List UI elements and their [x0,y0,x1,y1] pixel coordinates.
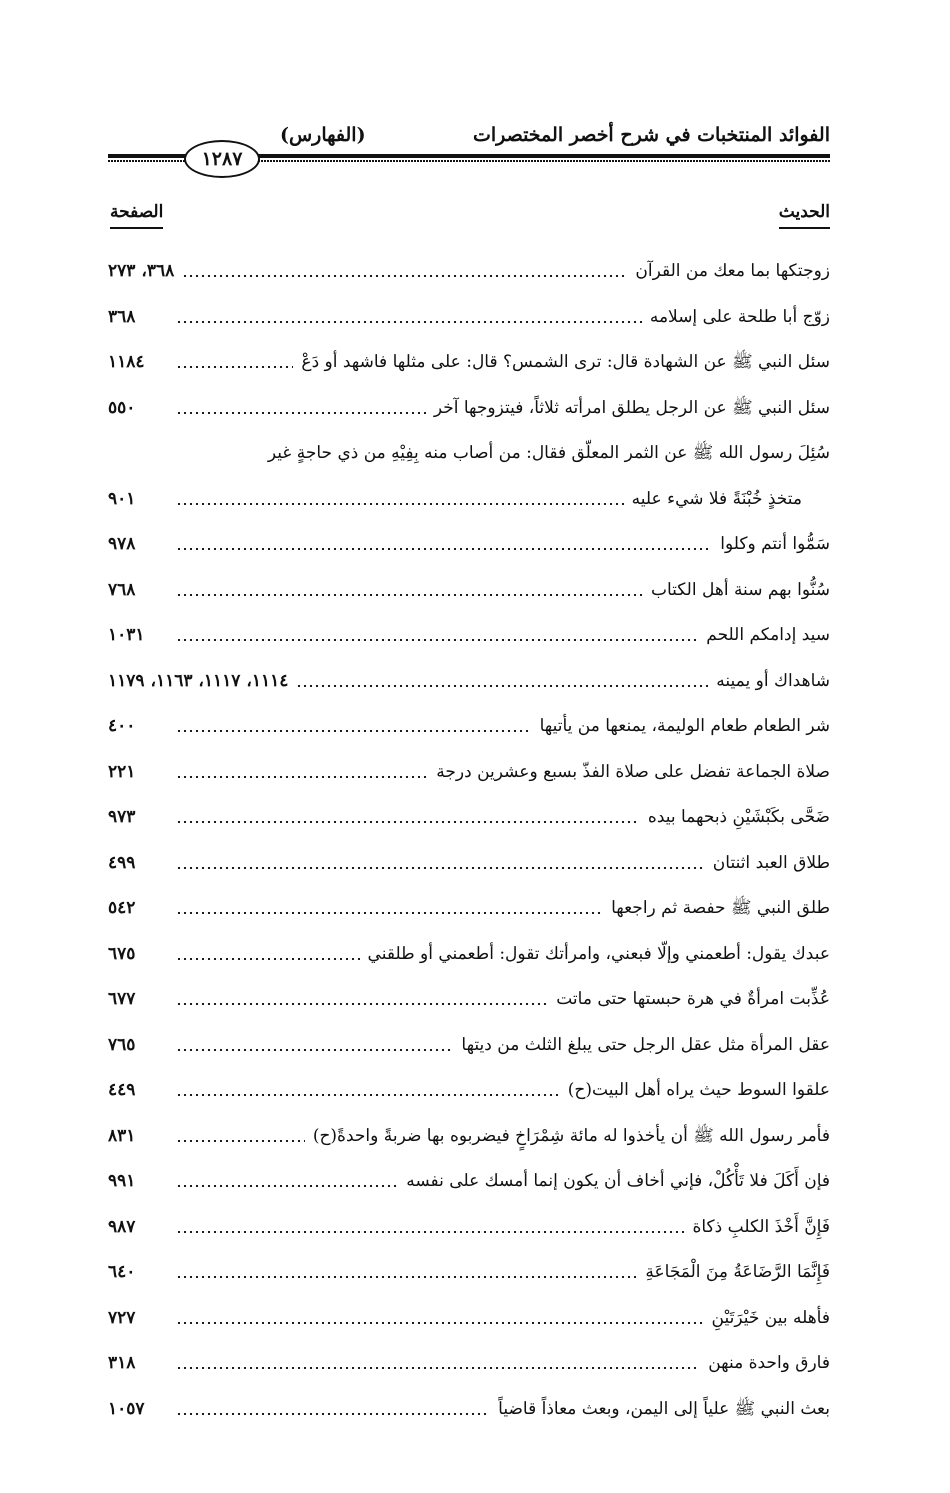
entry-page-refs: ٢٢١ [108,761,136,782]
entry-page-refs: ١٠٣١ [108,625,145,645]
leader-dots [176,1367,700,1369]
entry-text: سيد إدامكم اللحم [706,625,830,645]
entry-text: سئل النبي ﷺ عن الشهادة قال: ترى الشمس؟ قال: على مثلها فاشهد أو دَعْ [301,352,830,372]
entry-text: زوّج أبا طلحة على إسلامه [649,306,830,327]
leader-dots [176,1276,637,1278]
index-entry [108,1208,830,1254]
leader-dots [176,1094,560,1096]
entry-page-refs: ٤٩٩ [108,852,136,873]
entry-text: طلق النبي ﷺ حفصة ثم راجعها [611,898,830,918]
leader-dots [176,1322,704,1324]
entry-page-refs: ٧٢٧ [108,1307,136,1328]
index-entry [108,798,830,844]
section-title: (الفهارس) [280,124,366,146]
entry-text: زوجتكها بما معك من القرآن [635,261,830,281]
entry-page-refs: ٧٦٨ [108,579,136,600]
index-entry [108,571,830,617]
column-heading-page: الصفحة [110,200,163,229]
entry-text: عُذِّبت امرأةٌ في هرة حبستها حتى ماتت [556,989,830,1009]
entry-page-refs: ٧٦٥ [108,1034,136,1055]
entry-text: شر الطعام طعام الوليمة، يمنعها من يأتيها [539,716,830,736]
entry-text: فإن أَكَلَ فلا تَأْكُلْ، فإني أخاف أن يكون إنما أمسك على نفسه [406,1171,830,1191]
entry-text: سئل النبي ﷺ عن الرجل يطلق امرأته ثلاثاً، فيتزوجها آخر [433,397,830,418]
page-number: ١٢٨٧ [184,140,260,178]
index-entry [108,616,830,662]
entry-page-refs: ٣٦٨ [108,306,136,327]
index-entry [108,1026,830,1072]
entry-text: طلاق العبد اثنتان [712,852,830,873]
entry-text: فأهله بين خَيْرَتَيْنِ [711,1307,830,1328]
index-entry [108,753,830,799]
entry-text: عبدك يقول: أطعمني وإلّا فبعني، وامرأتك تقول: أطعمني أو طلقني [367,943,830,964]
entry-text: سُئِلَ رسول الله ﷺ عن الثمر المعلّق فقال: من أصاب منه بِفِيْهِ من ذي حاجةٍ غير [267,443,830,463]
index-entry [108,662,830,708]
leader-dots [176,867,705,869]
leader-dots [176,821,640,823]
entry-page-refs: ١١٨٤ [108,352,145,372]
entry-page-refs: ١٠٥٧ [108,1398,145,1419]
index-entry [108,389,830,435]
entry-text-continued: متخذٍ خُبْنَةً فلا شيء عليه [631,488,802,509]
entry-text: سُنُّوا بهم سنة أهل الكتاب [650,579,830,600]
index-entry [108,1253,830,1299]
entry-text: بعث النبي ﷺ علياً إلى اليمن، وبعث معاذاً قاضياً [498,1398,830,1419]
index-entry [108,1117,830,1163]
entry-text: فَإِنَّمَا الرَّضَاعَةُ مِنَ الْمَجَاعَةِ [645,1262,830,1282]
leader-dots [176,594,643,596]
entry-text: عقل المرأة مثل عقل الرجل حتى يبلغ الثلث من ديتها [461,1034,830,1055]
index-entries [108,252,830,1435]
leader-dots [296,685,708,687]
entry-page-refs: ١١١٤، ١١١٧، ١١٦٣، ١١٧٩ [108,670,289,691]
index-entry [108,252,830,298]
leader-dots [176,366,293,368]
entry-page-refs: ٩٧٨ [108,534,136,554]
index-entry [108,298,830,344]
leader-dots [176,1413,490,1415]
index-entry [108,889,830,935]
entry-text: ضَحَّى بكَبْشَيْنِ ذبحهما بيده [647,807,830,827]
entry-page-refs: ٩٨٧ [108,1216,136,1237]
entry-page-refs: ٤٠٠ [108,716,136,736]
leader-dots [176,1140,305,1142]
entry-page-refs: ٨٣١ [108,1125,136,1146]
entry-text: فأمر رسول الله ﷺ أن يأخذوا له مائة شِمْرَاخٍ فيضربوه بها ضربةً واحدةً(ح) [312,1125,830,1146]
entry-page-refs: ٩٧٣ [108,807,136,827]
entry-text: فارق واحدة منهن [708,1353,830,1373]
entry-page-refs: ٥٥٠ [108,397,136,418]
index-entry [108,844,830,890]
entry-page-refs: ٦٤٠ [108,1262,136,1282]
leader-dots [176,958,360,960]
entry-page-refs: ٦٧٧ [108,989,136,1009]
entry-page-refs: ٣١٨ [108,1353,136,1373]
entry-text: علقوا السوط حيث يراه أهل البيت(ح) [567,1080,830,1100]
column-heading-hadith: الحديث [779,200,830,229]
entry-text: سَمُّوا أنتم وكلوا [720,534,830,554]
leader-dots [182,275,627,277]
index-entry [108,935,830,981]
leader-dots [176,730,532,732]
entry-text: شاهداك أو يمينه [716,670,830,691]
leader-dots [176,776,428,778]
entry-text: فَإِنَّ أَخْذَ الكلبِ ذكاة [692,1216,830,1237]
leader-dots [176,1049,453,1051]
entry-page-refs: ٣٦٨، ٢٧٣ [108,261,175,281]
leader-dots [176,912,603,914]
index-entry [108,707,830,753]
index-entry [108,980,830,1026]
leader-dots [176,1231,684,1233]
index-entry [108,1299,830,1345]
index-entry [108,1390,830,1436]
leader-dots [176,1185,398,1187]
leader-dots [176,321,642,323]
leader-dots [176,412,426,414]
entry-page-refs: ٥٤٢ [108,898,136,918]
index-entry [108,525,830,571]
leader-dots [176,548,712,550]
entry-page-refs: ٩٠١ [108,488,136,509]
entry-text: صلاة الجماعة تفضل على صلاة الفذّ بسبع وعشرين درجة [436,761,830,782]
leader-dots [176,1003,548,1005]
leader-dots [176,503,624,505]
entry-page-refs: ٩٩١ [108,1171,136,1191]
book-title: الفوائد المنتخبات في شرح أخصر المختصرات [472,124,830,146]
entry-page-refs: ٦٧٥ [108,943,136,964]
index-entry [108,343,830,389]
leader-dots [176,639,698,641]
index-entry [108,1071,830,1117]
entry-page-refs: ٤٤٩ [108,1080,136,1100]
index-entry [108,434,830,525]
index-entry [108,1344,830,1390]
index-entry [108,1162,830,1208]
